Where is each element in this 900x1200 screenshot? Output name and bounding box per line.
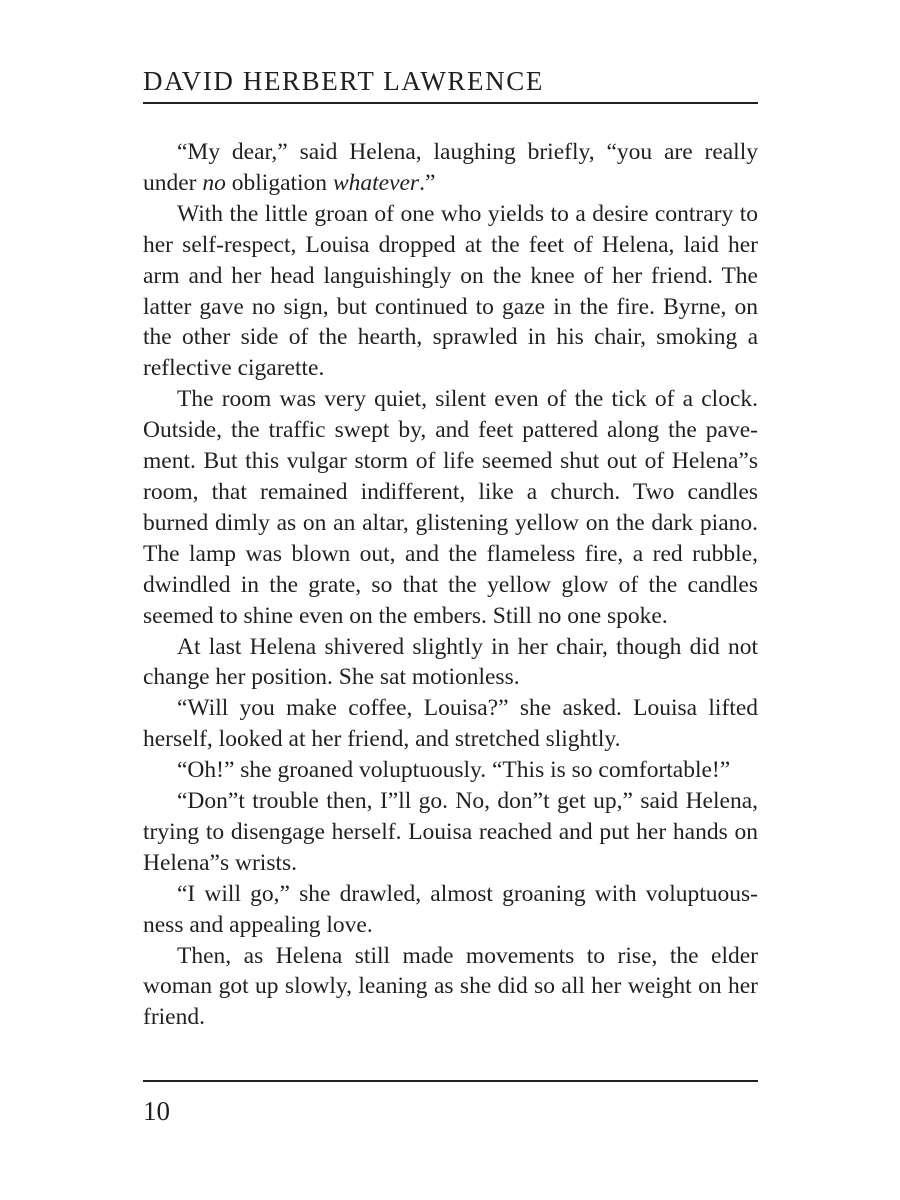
text-run: With the little groan of one who yields to a desire contrary to her self-respect, Louisa dropped at the feet of Helena, laid her arm and her head languishingly on the knee of her friend. The latter gave no sign, but continued to gaze in the fire. Byrne, on the other side of the hearth, sprawled in his chair, smoking a reflective cigarette.: [143, 200, 758, 382]
italic-text-run: no: [202, 169, 226, 196]
paragraph: [143, 137, 758, 199]
paragraph: [143, 384, 758, 631]
paragraph: [143, 632, 758, 694]
text-run: .”: [419, 169, 436, 196]
italic-text-run: whatever: [332, 169, 420, 196]
text-run: “Oh!” she groaned voluptuously. “This is so comfortable!”: [177, 757, 731, 784]
paragraph: [143, 755, 758, 786]
paragraph: [143, 199, 758, 384]
text-run: “My dear,” said Helena, laughing briefly, “you are really under: [143, 139, 758, 196]
text-run: At last Helena shivered slightly in her chair, though did not change her position. She sat motionless.: [143, 633, 758, 691]
text-run: The room was very quiet, silent even of the tick of a clock. Outside, the traffic swept by, and feet pattered along the pavement. But this vulgar storm of life seemed shut out of Helena”s room, that remained indifferent, like a church. Two candles burned dimly as on an altar, glistening yellow on the dark piano. The lamp was blown out, and the flameless fire, a red rubble, dwindled in the grate, so that the yellow glow of the candles seemed to shine even on the embers. Still no one spoke.: [143, 386, 758, 629]
paragraph: [143, 879, 758, 941]
text-run: “Will you make coffee, Louisa?” she asked. Louisa lifted herself, looked at her friend, and stretched slightly.: [143, 695, 758, 753]
page-number: 10: [143, 1096, 170, 1126]
text-run: Then, as Helena still made movements to rise, the elder woman got up slowly, leaning as she did so all her weight on her friend.: [143, 942, 758, 1031]
running-title: DAVID HERBERT LAWRENCE: [143, 66, 544, 96]
footer-rule: [143, 1080, 758, 1082]
paragraph: [143, 941, 758, 1034]
text-run: obligation: [225, 169, 333, 196]
paragraph: [143, 786, 758, 879]
paragraph: [143, 693, 758, 755]
text-run: “I will go,” she drawled, almost groaning with voluptuousness and appealing love.: [143, 880, 758, 938]
body-text: [143, 137, 758, 1033]
text-run: “Don”t trouble then, I”ll go. No, don”t get up,” said Helena, trying to disengage herself. Louisa reached and put her hands on Helena”s wrists.: [143, 788, 758, 876]
running-header: [143, 62, 758, 104]
